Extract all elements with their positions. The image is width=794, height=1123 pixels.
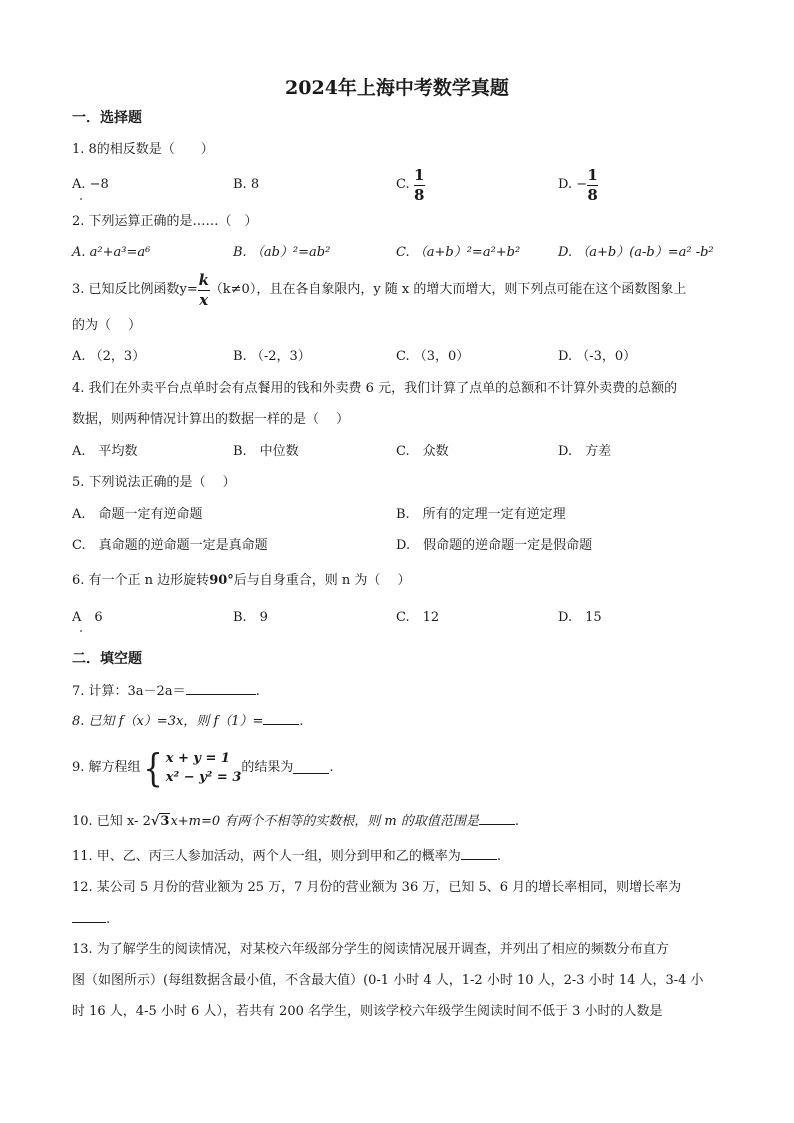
- q9-period: .: [329, 760, 334, 775]
- question-2-stem: 2. 下列运算正确的是……（ ）: [72, 214, 258, 229]
- fraction-denominator: x: [199, 290, 209, 309]
- q2-option-a: A. a²+a³=a⁶: [72, 245, 151, 260]
- q5-option-a: A. 命题一定有逆命题: [72, 507, 203, 522]
- answer-blank[interactable]: [72, 911, 106, 923]
- q5-option-b: B. 所有的定理一定有逆定理: [396, 507, 566, 522]
- question-12-line2: [72, 911, 110, 928]
- question-4-stem-line2: 数据，则两种情况计算出的数据一样的是（ ）: [72, 412, 350, 427]
- question-3-stem: [72, 270, 686, 310]
- answer-blank[interactable]: [293, 762, 329, 774]
- q1-option-c-fraction: [414, 167, 425, 204]
- question-7: [72, 683, 260, 700]
- q3-stem-prefix: 3. 已知反比例函数y=: [72, 282, 198, 297]
- q4-option-b: B. 中位数: [233, 444, 299, 459]
- q3-option-d: D. （-3，0）: [558, 349, 637, 364]
- q10-text: 10. 已知 x- 2: [72, 814, 151, 829]
- q3-option-a: A. （2，3）: [72, 349, 146, 364]
- q2-option-b: B. （ab）²=ab²: [233, 245, 331, 260]
- page-title: 2024年上海中考数学真题: [285, 77, 509, 99]
- answer-blank[interactable]: [186, 683, 256, 695]
- q9-text: 9. 解方程组: [72, 760, 141, 775]
- fraction-numerator: 1: [587, 165, 598, 184]
- q1-option-b: B. 8: [233, 177, 260, 192]
- q8-text: 8. 已知 f（x）=3x，则 f（1）=: [72, 714, 264, 729]
- equation-1: x + y = 1: [165, 751, 230, 766]
- q6-stem-suffix: 后与自身重合，则 n 为（ ）: [233, 573, 411, 588]
- fraction-numerator: 1: [414, 165, 425, 184]
- square-root: √3: [150, 814, 170, 829]
- question-10: [72, 813, 519, 830]
- left-brace-icon: {: [142, 746, 163, 790]
- q8-period: .: [299, 714, 304, 729]
- q3-fraction-k-over-x: [198, 272, 210, 309]
- section-heading-fill-in: 二．填空题: [72, 651, 142, 667]
- q5-option-d: D. 假命题的逆命题一定是假命题: [396, 538, 593, 553]
- scan-dot: [80, 198, 82, 200]
- q5-option-c: C. 真命题的逆命题一定是真命题: [72, 538, 268, 553]
- q11-period: .: [496, 849, 501, 864]
- q10-text-suffix: x+m=0 有两个不相等的实数根，则 m 的取值范围是: [170, 814, 479, 829]
- scan-dot: [80, 630, 82, 632]
- q6-option-c: C. 12: [396, 610, 440, 625]
- q2-option-c: C. （a+b）²=a²+b²: [396, 245, 521, 260]
- question-12-line1: 12. 某公司 5 月份的营业额为 25 万，7 月份的营业额为 36 万，已知 5、6 月的增长率相同，则增长率为: [72, 880, 682, 895]
- q4-option-a: A. 平均数: [72, 444, 138, 459]
- q11-text: 11. 甲、乙、丙三人参加活动，两个人一组，则分到甲和乙的概率为: [72, 849, 461, 864]
- question-11: [72, 848, 501, 865]
- question-6-stem: [72, 573, 411, 589]
- question-4-stem-line1: 4. 我们在外卖平台点单时会有点餐用的钱和外卖费 6 元，我们计算了点单的总额和不计算外卖费的总额的: [72, 381, 678, 396]
- q7-period: .: [255, 684, 260, 699]
- equation-system: [141, 746, 242, 790]
- question-13-line3: 时 16 人，4-5 小时 6 人），若共有 200 名学生，则该学校六年级学生阅读时间不低于 3 小时的人数是: [72, 1004, 663, 1019]
- answer-blank[interactable]: [263, 713, 299, 725]
- question-13-line1: 13. 为了解学生的阅读情况，对某校六年级部分学生的阅读情况展开调查，并列出了相应的频数分布直方: [72, 942, 669, 957]
- question-1-stem: 1. 8的相反数是（ ）: [72, 142, 214, 157]
- q10-period: .: [514, 814, 520, 829]
- q1-option-c-label: C.: [396, 177, 410, 192]
- answer-blank[interactable]: [479, 813, 515, 825]
- question-9: [72, 745, 334, 791]
- question-5-stem: 5. 下列说法正确的是（ ）: [72, 475, 236, 490]
- fraction-numerator: k: [198, 270, 209, 289]
- q1-option-c: [396, 167, 425, 203]
- answer-blank[interactable]: [461, 848, 497, 860]
- q4-option-c: C. 众数: [396, 444, 449, 459]
- q7-text: 7. 计算：3a－2a＝: [72, 684, 186, 699]
- q12-period: .: [106, 912, 111, 927]
- q1-option-d-fraction: [587, 167, 598, 204]
- q2-option-d: D. （a+b）(a-b）=a² -b²: [558, 245, 714, 260]
- question-3-stem-line2: 的为（ ）: [72, 318, 142, 333]
- q6-option-b: B. 9: [233, 610, 268, 625]
- radicand: 3: [160, 814, 170, 829]
- q3-option-c: C. （3，0）: [396, 349, 470, 364]
- equation-2: x² − y² = 3: [165, 770, 242, 785]
- fraction-denominator: 8: [414, 185, 425, 204]
- q3-option-b: B. （-2，3）: [233, 349, 311, 364]
- q3-stem-suffix: （k≠0），且在各自象限内，y 随 x 的增大而增大，则下列点可能在这个函数图象上: [209, 282, 687, 297]
- q1-option-d-label: D. −: [558, 177, 588, 192]
- q1-option-d: [558, 167, 598, 203]
- q9-text-suffix: 的结果为: [241, 760, 294, 775]
- q6-angle: 90°: [209, 573, 234, 588]
- equation-lines: [166, 749, 242, 787]
- fraction-denominator: 8: [587, 185, 598, 204]
- q4-option-d: D. 方差: [558, 444, 612, 459]
- section-heading-choice: 一．选择题: [72, 110, 142, 126]
- q6-option-d: D. 15: [558, 610, 602, 625]
- question-13-line2: 图（如图所示）(每组数据含最小值，不含最大值）(0-1 小时 4 人，1-2 小时 10 人，2-3 小时 14 人，3-4 小: [72, 973, 704, 988]
- q1-option-a: A. −8: [72, 177, 109, 192]
- q6-option-a: A 6: [72, 610, 103, 625]
- q6-stem-prefix: 6. 有一个正 n 边形旋转: [72, 573, 210, 588]
- question-8: [72, 713, 304, 730]
